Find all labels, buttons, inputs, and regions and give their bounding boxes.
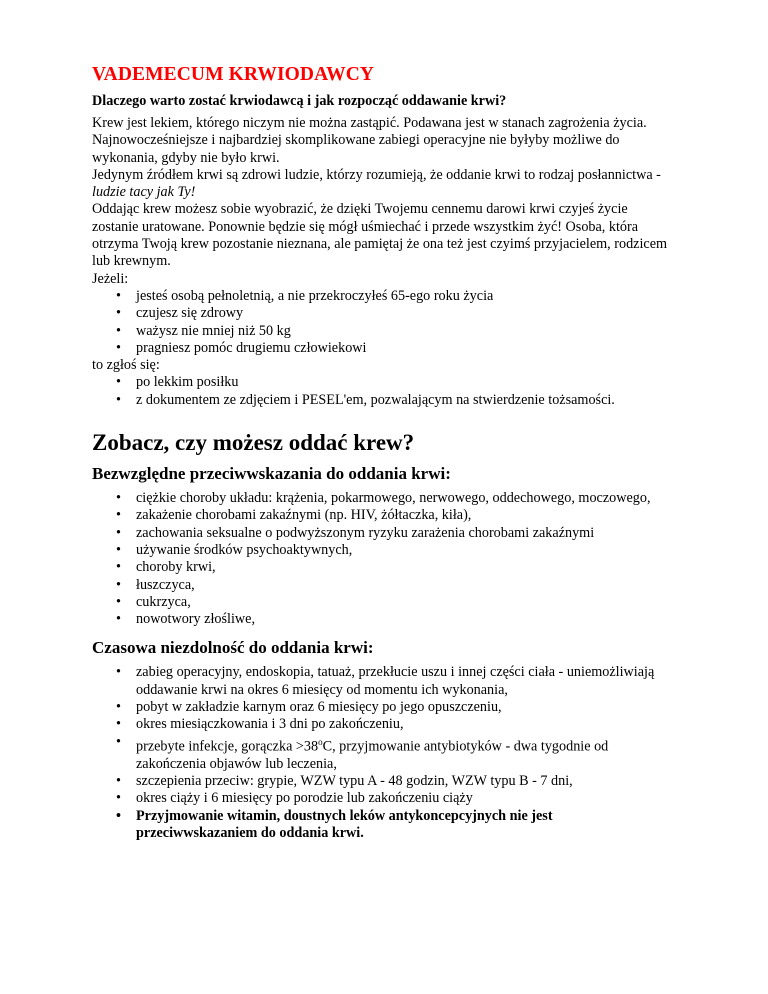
bullet-icon: • — [116, 790, 121, 807]
bullet-icon: • — [116, 576, 121, 593]
list-item — [92, 507, 672, 524]
bullet-icon: • — [116, 391, 121, 408]
list-item-text: czujesz się zdrowy — [136, 305, 244, 322]
document-title: VADEMECUM KRWIODAWCY — [92, 64, 375, 85]
list-item-text: Przyjmowanie witamin, doustnych leków antykoncepcyjnych nie jest przeciwwskazaniem do oddania krwi. — [136, 807, 553, 841]
list-item-text: zakażenie chorobami zakaźnymi (np. HIV, żółtaczka, kiła), — [136, 507, 472, 524]
bullet-icon: • — [116, 524, 121, 541]
bullet-icon: • — [116, 699, 121, 716]
list-item-text: zabieg operacyjny, endoskopia, tatuaż, przekłucie uszu i innej części ciała - uniemożliwiają oddawanie krwi na okres 6 miesięcy od momentu ich wykonania, — [136, 664, 655, 698]
report-label: to zgłoś się: — [92, 357, 160, 374]
bullet-icon: • — [116, 593, 121, 610]
list-item-text: jesteś osobą pełnoletnią, a nie przekroczyłeś 65-ego roku życia — [136, 287, 494, 304]
intro-paragraph-2-italic: ludzie tacy jak Ty! — [92, 184, 196, 201]
if-label: Jeżeli: — [92, 270, 129, 287]
section-title: Zobacz, czy możesz oddać krew? — [92, 430, 415, 456]
list-item — [92, 611, 672, 628]
list-item-text: ciężkie choroby układu: krążenia, pokarmowego, nerwowego, oddechowego, moczowego, — [136, 490, 651, 507]
bullet-icon: • — [116, 541, 121, 558]
list-item — [92, 542, 672, 559]
bullet-icon: • — [116, 807, 121, 824]
bullet-icon: • — [116, 664, 121, 681]
bullet-icon: • — [116, 305, 121, 322]
list-item-text: łuszczyca, — [136, 576, 195, 593]
infection-suffix: C, przyjmowanie antybiotyków - dwa tygodnie od zakończenia objawów lub leczenia, — [136, 738, 609, 772]
list-item-text: z dokumentem ze zdjęciem i PESEL'em, pozwalającym na stwierdzenie tożsamości. — [136, 391, 615, 408]
list-item — [92, 716, 672, 733]
list-item-text: ważysz nie mniej niż 50 kg — [136, 322, 291, 339]
bullet-icon: • — [116, 611, 121, 628]
list-item-text: szczepienia przeciw: grypie, WZW typu A - 48 godzin, WZW typu B - 7 dni, — [136, 772, 573, 789]
list-item-text: pobyt w zakładzie karnym oraz 6 miesięcy po jego opuszczeniu, — [136, 699, 502, 716]
bullet-icon: • — [116, 507, 121, 524]
list-item — [92, 773, 672, 790]
list-item — [92, 577, 672, 594]
list-item-text: pragniesz pomóc drugiemu człowiekowi — [136, 339, 367, 356]
bullet-icon: • — [116, 716, 121, 733]
bullet-icon: • — [116, 339, 121, 356]
list-item-text: okres ciąży i 6 miesięcy po porodzie lub zakończeniu ciąży — [136, 790, 473, 807]
list-item — [92, 664, 672, 699]
list-item-text: choroby krwi, — [136, 559, 216, 576]
absolute-contraindications-list — [92, 490, 672, 628]
bullet-icon: • — [116, 733, 121, 750]
intro-paragraph-1: Krew jest lekiem, którego niczym nie można zastąpić. Podawana jest w stanach zagrożenia życia. Najnowocześniejsze i najbardziej skomplikowane zabiegi operacyjne nie byłyby możliwe do wykonania, gdyby nie było krwi. — [92, 115, 647, 166]
document-subtitle: Dlaczego warto zostać krwiodawcą i jak rozpocząć oddawanie krwi? — [92, 93, 507, 109]
list-item-text: nowotwory złośliwe, — [136, 611, 256, 628]
intro-paragraph-3: Oddając krew możesz sobie wyobrazić, że dzięki Twojemu cennemu darowi krwi czyjeś życie zostanie uratowane. Ponownie będzie się mógł uśmiechać i przede wszystkim żyć! Osoba, która otrzyma Twoją krew pozostanie nieznana, ale pamiętaj że ona też jest czyimś przyjacielem, rodzicem lub krewnym. — [92, 201, 668, 270]
list-item — [92, 699, 672, 716]
list-item-text: po lekkim posiłku — [136, 374, 239, 391]
list-item — [92, 808, 672, 843]
bullet-icon: • — [116, 374, 121, 391]
document-page — [92, 63, 672, 842]
list-item — [92, 288, 672, 305]
list-item — [92, 490, 672, 507]
list-item — [92, 340, 672, 357]
list-item-text: okres miesiączkowania i 3 dni po zakończeniu, — [136, 716, 404, 733]
list-item — [92, 594, 672, 611]
infection-prefix: przebyte infekcje, gorączka >38 — [136, 738, 319, 755]
bullet-icon: • — [116, 322, 121, 339]
list-item — [92, 305, 672, 322]
list-item-text: zachowania seksualne o podwyższonym ryzyku zarażenia chorobami zakaźnymi — [136, 524, 595, 541]
temporary-contraindications-heading: Czasowa niezdolność do oddania krwi: — [92, 638, 374, 658]
report-list — [92, 374, 672, 409]
intro-section — [92, 115, 672, 288]
bullet-icon: • — [116, 490, 121, 507]
list-item — [92, 559, 672, 576]
absolute-contraindications-heading: Bezwzględne przeciwwskazania do oddania krwi: — [92, 464, 451, 484]
list-item-text: używanie środków psychoaktywnych, — [136, 541, 353, 558]
bullet-icon: • — [116, 287, 121, 304]
list-item — [92, 734, 672, 773]
list-item — [92, 525, 672, 542]
intro-paragraph-2-text: Jedynym źródłem krwi są zdrowi ludzie, którzy rozumieją, że oddanie krwi to rodzaj posłannictwa - — [92, 166, 661, 183]
degree-superscript: o — [318, 736, 323, 747]
list-item — [92, 790, 672, 807]
list-item — [92, 374, 672, 391]
list-item-text: cukrzyca, — [136, 593, 191, 610]
bullet-icon: • — [116, 772, 121, 789]
bullet-icon: • — [116, 559, 121, 576]
intro-paragraph-2 — [92, 167, 672, 202]
list-item — [92, 323, 672, 340]
conditions-list — [92, 288, 672, 357]
temporary-contraindications-list — [92, 664, 672, 842]
list-item — [92, 392, 672, 409]
